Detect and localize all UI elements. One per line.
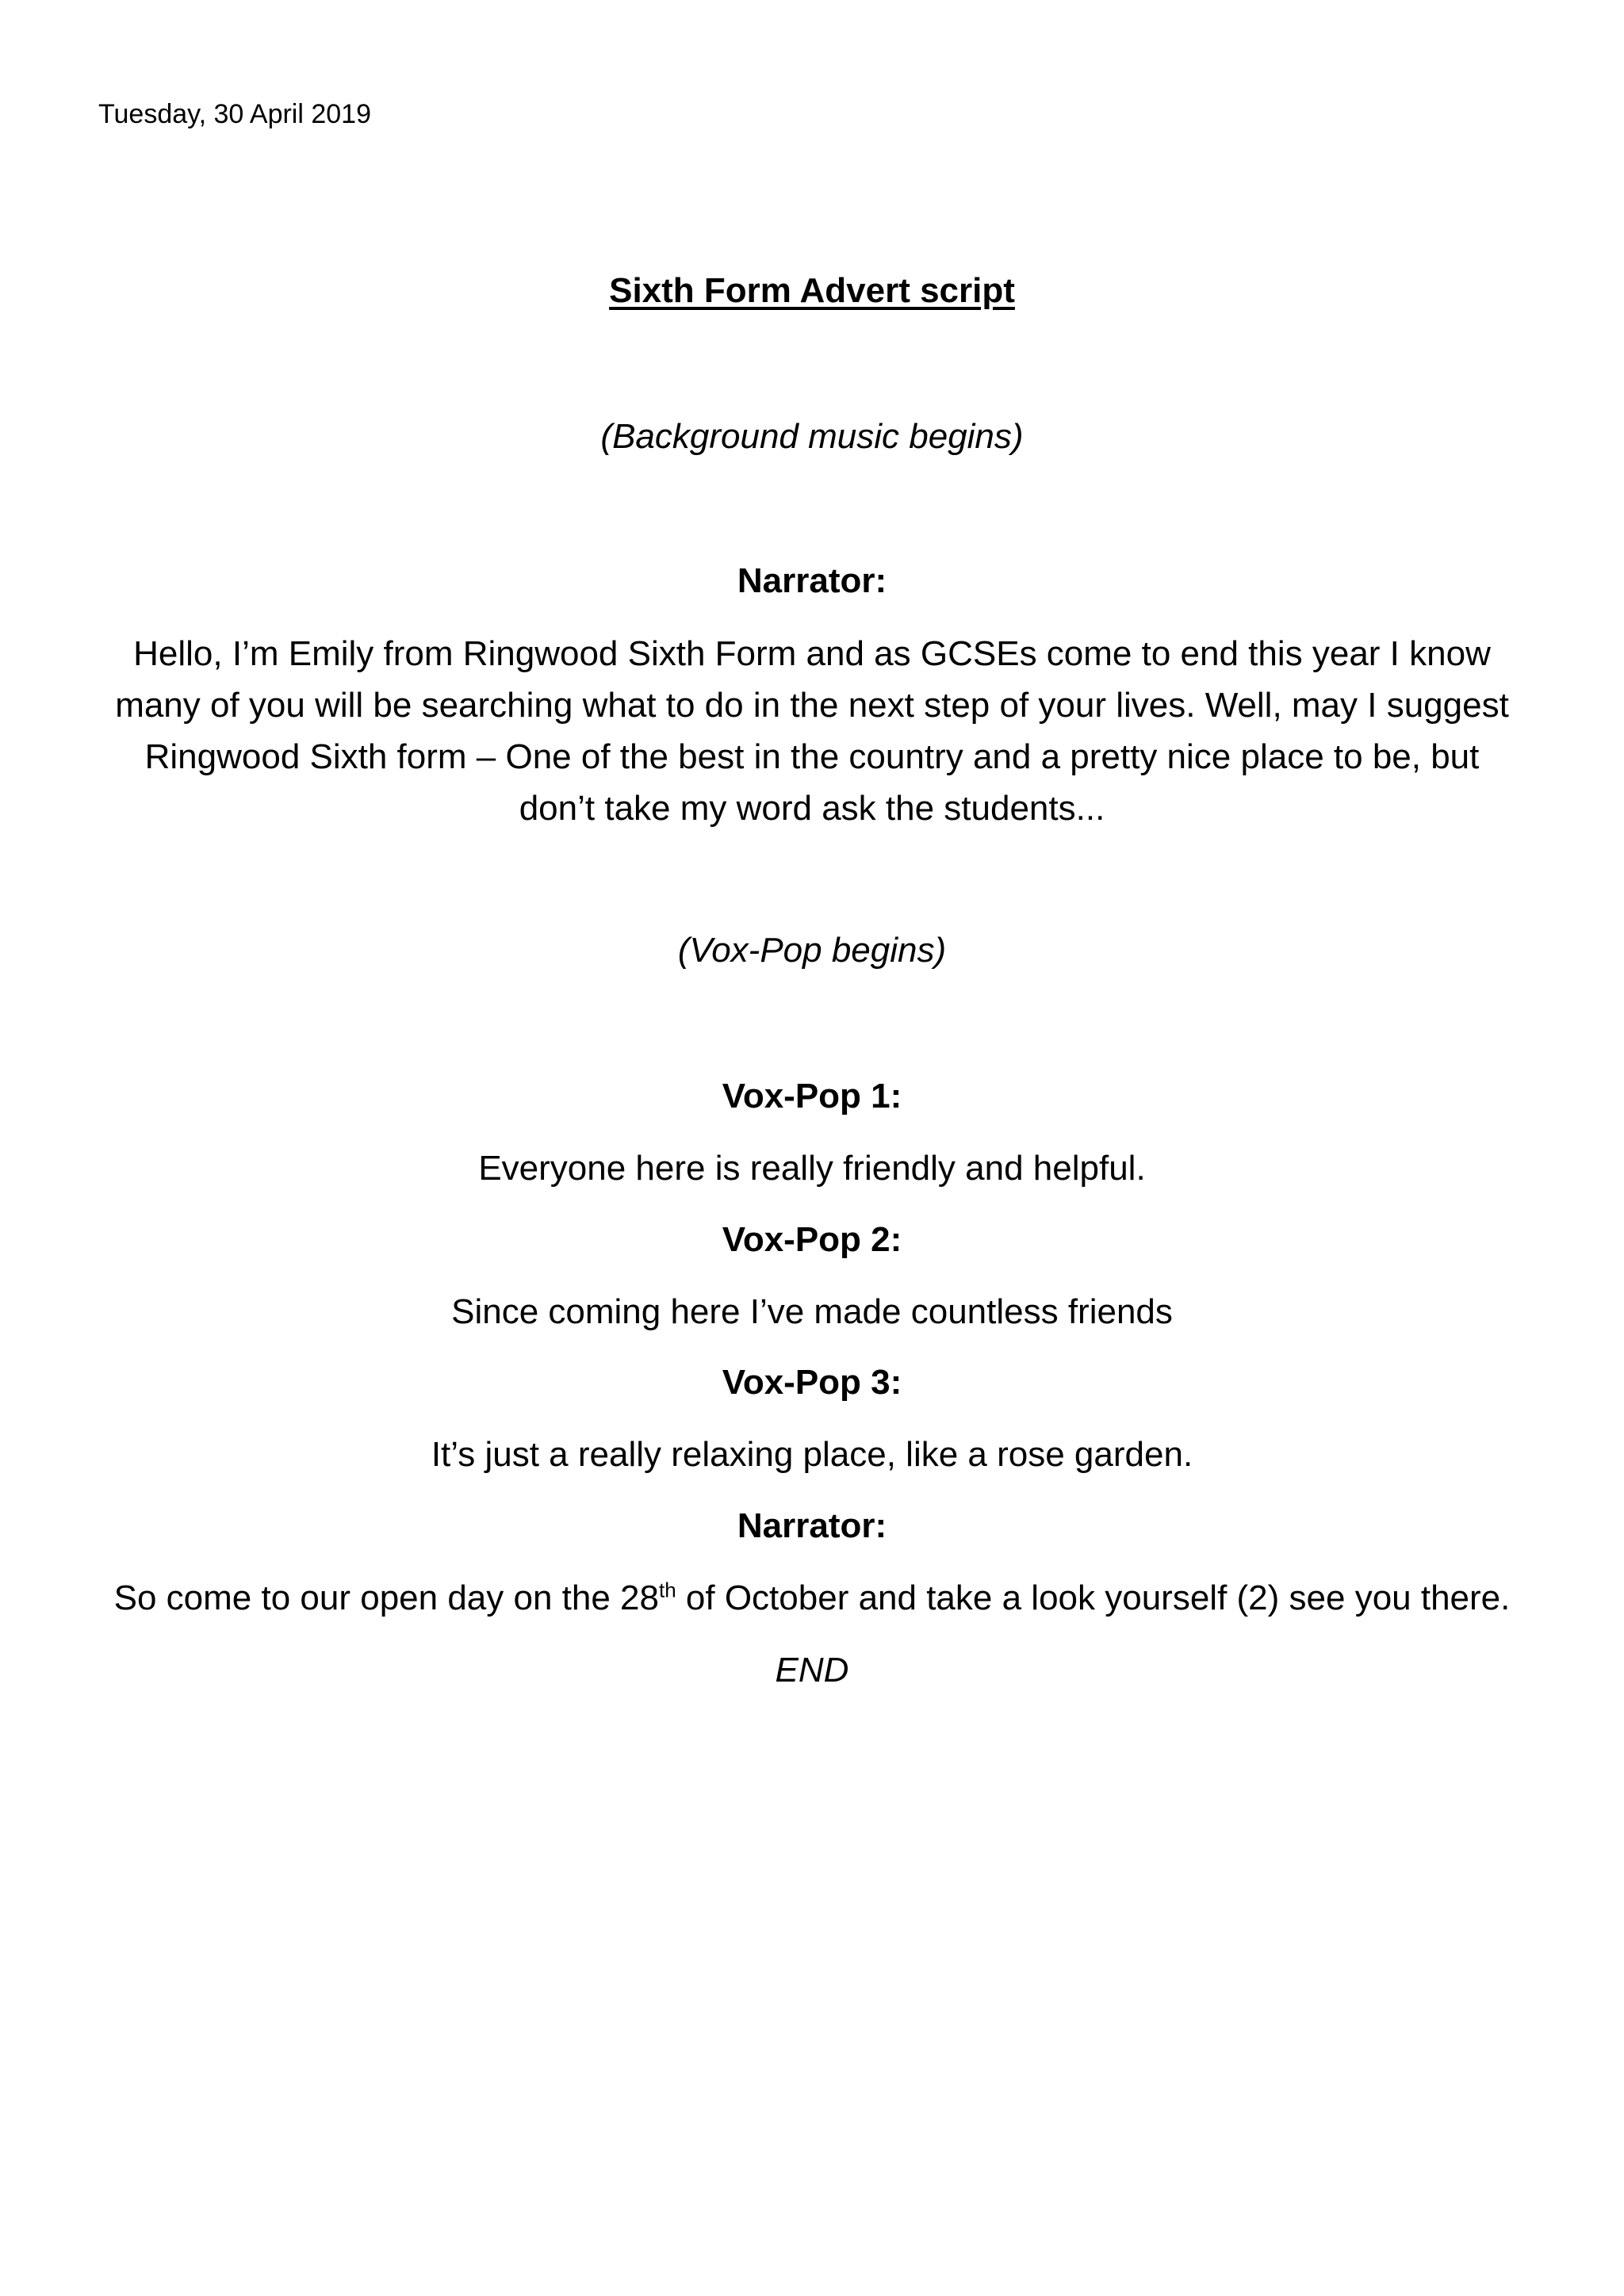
ordinal-suffix: th <box>659 1578 676 1602</box>
script-title: Sixth Form Advert script <box>609 271 1015 310</box>
voxpop-2-text: Since coming here I’ve made countless friends <box>451 1292 1173 1331</box>
stage-direction-voxpop: (Vox-Pop begins) <box>677 931 947 970</box>
narrator-intro-line: Ringwood Sixth form – One of the best in the country and a pretty nice place to be, but <box>144 737 1480 776</box>
stage-direction-music: (Background music begins) <box>600 417 1024 456</box>
voxpop-1-label: Vox-Pop 1: <box>722 1077 902 1115</box>
end-marker: END <box>775 1651 849 1689</box>
narrator-label: Narrator: <box>737 561 887 600</box>
narrator-intro-line: don’t take my word ask the students... <box>519 789 1105 828</box>
voxpop-1-text: Everyone here is really friendly and helpful. <box>478 1149 1146 1188</box>
closing-text-start: So come to our open day on the 28 <box>113 1578 659 1617</box>
voxpop-3-text: It’s just a really relaxing place, like a rose garden. <box>431 1435 1193 1474</box>
script-title-row <box>0 266 1624 316</box>
narrator-intro-paragraph <box>87 628 1537 834</box>
voxpop-3-label: Vox-Pop 3: <box>722 1363 902 1402</box>
narrator-intro-line: many of you will be searching what to do in the next step of your lives. Well, may I suggest <box>115 686 1509 725</box>
voxpop-2-label: Vox-Pop 2: <box>722 1220 902 1259</box>
narrator-intro-line: Hello, I’m Emily from Ringwood Sixth Form and as GCSEs come to end this year I know <box>133 634 1491 673</box>
document-date: Tuesday, 30 April 2019 <box>98 99 372 129</box>
narrator-label-closing: Narrator: <box>737 1506 887 1545</box>
closing-text-end: of October and take a look yourself (2) see you there. <box>676 1578 1511 1617</box>
narrator-closing-line <box>0 1574 1624 1623</box>
